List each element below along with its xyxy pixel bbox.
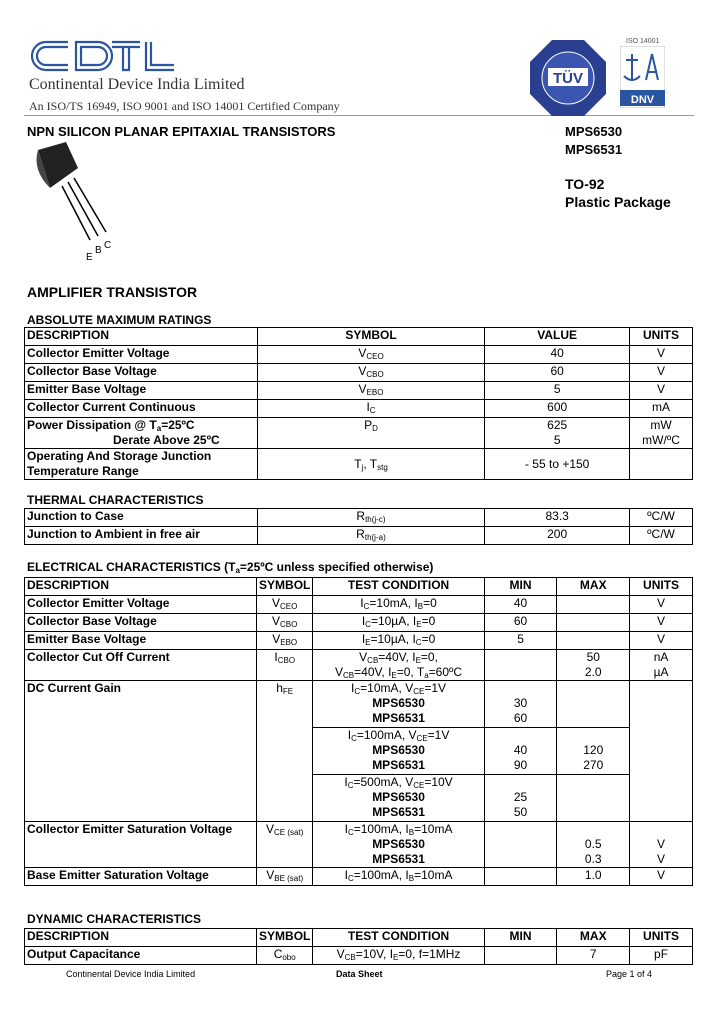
row-min: 40 90 [484, 728, 557, 775]
col-test-condition: TEST CONDITION [313, 929, 484, 947]
table-row [25, 400, 693, 418]
row-desc: Collector Emitter Voltage [25, 596, 257, 614]
footer-center: Data Sheet [336, 969, 383, 979]
row-desc: Emitter Base Voltage [25, 632, 257, 650]
row-desc: Collector Base Voltage [25, 364, 258, 382]
company-name: Continental Device India Limited [29, 76, 245, 93]
table-row [25, 346, 693, 364]
row-condition: $I_E=10\mu A$, $I_C=0$ [313, 632, 484, 650]
table-row-cutoff [25, 650, 693, 681]
row-min [484, 868, 557, 886]
table-row [25, 382, 693, 400]
row-max [557, 596, 630, 614]
footer-left: Continental Device India Limited [66, 969, 196, 979]
row-unit: ºC/W [630, 509, 693, 527]
pin-label-c: C [104, 240, 112, 251]
dnv-logo [620, 46, 665, 108]
row-condition: $I_C=10mA$, $V_{CE}=1V$ MPS6530 MPS6531 [313, 681, 484, 728]
thermal-table [24, 508, 693, 545]
row-desc: Output Capacitance [25, 947, 257, 965]
row-symbol: $V_{CBO}$ [257, 614, 313, 632]
col-max: MAX [557, 578, 630, 596]
row-unit: mA [630, 400, 693, 418]
row-unit: V V [630, 822, 693, 868]
row-unit: nA µA [630, 650, 693, 681]
row-min: 60 [484, 614, 557, 632]
row-max [557, 681, 630, 728]
row-symbol: $V_{CEO}$ [257, 346, 485, 364]
col-description: DESCRIPTION [25, 578, 257, 596]
row-value: - 55 to +150 [485, 449, 630, 480]
row-min: 5 [484, 632, 557, 650]
col-min: MIN [484, 578, 557, 596]
row-unit: V [630, 382, 693, 400]
row-min: 30 60 [484, 681, 557, 728]
row-desc: Collector Emitter Voltage [25, 346, 258, 364]
row-condition: $I_C=100mA$, $I_B=10mA$ [313, 868, 484, 886]
table-row-hfe [25, 681, 693, 728]
row-max: 0.5 0.3 [557, 822, 630, 868]
col-symbol: SYMBOL [257, 578, 313, 596]
table-row-temp [25, 449, 693, 480]
col-max: MAX [557, 929, 630, 947]
thermal-heading: THERMAL CHARACTERISTICS [27, 493, 204, 507]
row-min [484, 822, 557, 868]
col-units: UNITS [630, 328, 693, 346]
col-test-condition: TEST CONDITION [313, 578, 484, 596]
row-symbol: $h_{FE}$ [257, 681, 313, 822]
row-unit [630, 681, 693, 822]
row-unit: V [630, 596, 693, 614]
tuv-label: TÜV [553, 70, 583, 87]
row-value: 200 [485, 527, 630, 545]
row-condition: $V_{CB}=40V$, $I_E=0$, $V_{CB}=40V$, $I_E=0$, $T_a=60ºC$ [313, 650, 484, 681]
row-symbol: $I_{CBO}$ [257, 650, 313, 681]
row-desc: Collector Base Voltage [25, 614, 257, 632]
row-unit: mW mW/ºC [630, 418, 693, 449]
row-desc: Junction to Ambient in free air [25, 527, 258, 545]
footer-right: Page 1 of 4 [606, 969, 653, 979]
row-condition: $I_C=100mA$, $V_{CE}=1V$ MPS6530 MPS6531 [313, 728, 484, 775]
dnv-label: DNV [630, 94, 655, 106]
row-max: 7 [557, 947, 630, 965]
row-symbol: $V_{CBO}$ [257, 364, 485, 382]
row-condition: $I_C=10mA$, $I_B=0$ [313, 596, 484, 614]
table-row [25, 364, 693, 382]
row-symbol: $R_{th(j-a)}$ [257, 527, 485, 545]
row-unit: V [630, 346, 693, 364]
row-desc: Junction to Case [25, 509, 258, 527]
table-row-vbesat [25, 868, 693, 886]
row-max [557, 632, 630, 650]
abs-max-table [24, 327, 693, 480]
table-row [25, 947, 693, 965]
page-title: NPN SILICON PLANAR EPITAXIAL TRANSISTORS [27, 124, 336, 139]
row-unit: V [630, 868, 693, 886]
col-symbol: SYMBOL [257, 328, 485, 346]
table-header-row [25, 929, 693, 947]
package-desc: Plastic Package [565, 194, 671, 210]
row-desc: Collector Emitter Saturation Voltage [25, 822, 257, 868]
part-number-1: MPS6530 [565, 124, 623, 139]
row-symbol: $V_{CEO}$ [257, 596, 313, 614]
col-description: DESCRIPTION [25, 929, 257, 947]
pin-label-b: B [95, 245, 102, 256]
abs-max-heading: ABSOLUTE MAXIMUM RATINGS [27, 313, 212, 327]
row-symbol: $T_j$, $T_{stg}$ [257, 449, 485, 480]
table-row [25, 527, 693, 545]
section-title-amplifier: AMPLIFIER TRANSISTOR [27, 284, 198, 300]
row-condition: $I_C=500mA$, $V_{CE}=10V$ MPS6530 MPS6531 [313, 775, 484, 822]
row-symbol: $V_{BE (sat)}$ [257, 868, 313, 886]
table-row [25, 596, 693, 614]
row-condition: $V_{CB}=10V$, $I_E=0$, f=1MHz [313, 947, 484, 965]
col-value: VALUE [485, 328, 630, 346]
tuv-logo [528, 38, 608, 118]
row-symbol: $P_D$ [257, 418, 485, 449]
col-description: DESCRIPTION [25, 328, 258, 346]
table-header-row [25, 328, 693, 346]
row-min: 40 [484, 596, 557, 614]
row-min [484, 947, 557, 965]
row-symbol: $V_{CE (sat)}$ [257, 822, 313, 868]
row-desc: Power Dissipation @ $T_a=25ºC$ Derate Above 25ºC [25, 418, 258, 449]
package-type: TO-92 [565, 176, 605, 192]
electrical-table [24, 577, 693, 886]
row-max [557, 614, 630, 632]
pin-label-e: E [86, 252, 93, 263]
row-unit [630, 449, 693, 480]
row-unit: pF [630, 947, 693, 965]
row-desc: Collector Current Continuous [25, 400, 258, 418]
row-symbol: $C_{obo}$ [257, 947, 313, 965]
row-desc: Base Emitter Saturation Voltage [25, 868, 257, 886]
cdil-logo [28, 36, 178, 76]
electrical-heading: ELECTRICAL CHARACTERISTICS ($T_a=25ºC$ unless specified otherwise) [27, 560, 434, 575]
row-symbol: $I_C$ [257, 400, 485, 418]
row-condition: $I_C=10\mu A$, $I_E=0$ [313, 614, 484, 632]
dynamic-heading: DYNAMIC CHARACTERISTICS [27, 912, 201, 926]
certified-line: An ISO/TS 16949, ISO 9001 and ISO 14001 Certified Company [29, 99, 340, 113]
row-symbol: $V_{EBO}$ [257, 382, 485, 400]
table-row-power [25, 418, 693, 449]
part-number-2: MPS6531 [565, 142, 623, 157]
row-unit: V [630, 632, 693, 650]
row-value: 40 [485, 346, 630, 364]
row-value: 625 5 [485, 418, 630, 449]
row-max [557, 775, 630, 822]
table-row [25, 632, 693, 650]
row-unit: V [630, 364, 693, 382]
row-unit: V [630, 614, 693, 632]
row-desc: Collector Cut Off Current [25, 650, 257, 681]
dynamic-table [24, 928, 693, 965]
row-value: 5 [485, 382, 630, 400]
row-min: 25 50 [484, 775, 557, 822]
table-header-row [25, 578, 693, 596]
row-condition: $I_C=100mA$, $I_B=10mA$ MPS6530 MPS6531 [313, 822, 484, 868]
col-units: UNITS [630, 578, 693, 596]
iso-badge: ISO 14001 [626, 38, 660, 45]
row-desc: Emitter Base Voltage [25, 382, 258, 400]
row-value: 600 [485, 400, 630, 418]
col-symbol: SYMBOL [257, 929, 313, 947]
row-max: 50 2.0 [557, 650, 630, 681]
col-min: MIN [484, 929, 557, 947]
row-unit: ºC/W [630, 527, 693, 545]
table-row [25, 614, 693, 632]
row-desc: DC Current Gain [25, 681, 257, 822]
table-row-vcesat [25, 822, 693, 868]
row-max: 1.0 [557, 868, 630, 886]
row-value: 60 [485, 364, 630, 382]
row-max: 120 270 [557, 728, 630, 775]
table-row [25, 509, 693, 527]
row-desc: Operating And Storage Junction Temperature Range [25, 449, 258, 480]
row-min [484, 650, 557, 681]
row-symbol: $V_{EBO}$ [257, 632, 313, 650]
col-units: UNITS [630, 929, 693, 947]
row-symbol: $R_{th(j-c)}$ [257, 509, 485, 527]
row-value: 83.3 [485, 509, 630, 527]
